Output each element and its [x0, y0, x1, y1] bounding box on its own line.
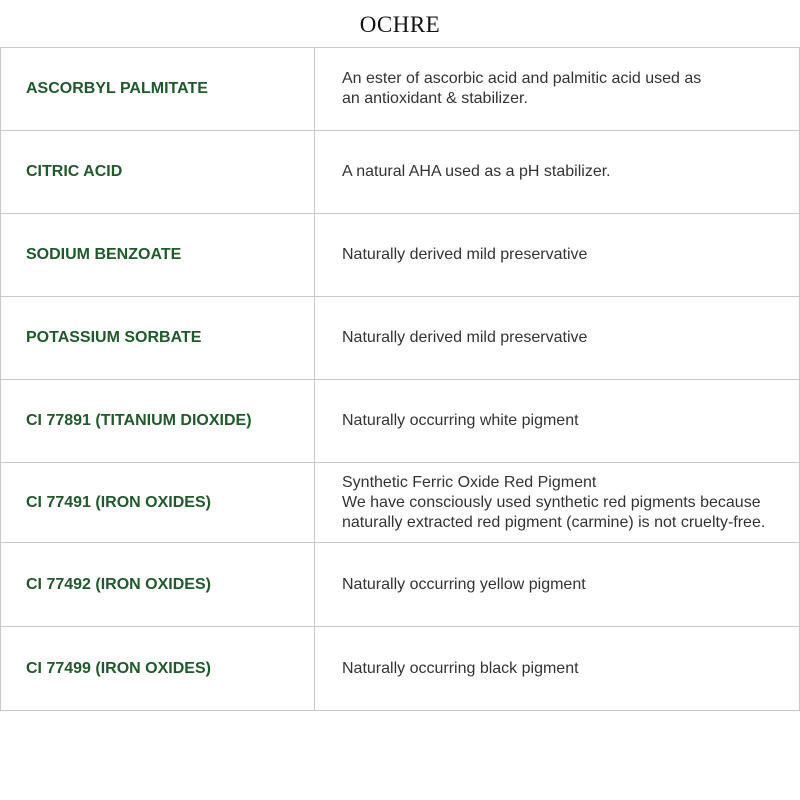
table-row	[1, 297, 800, 380]
ingredient-description	[315, 463, 800, 543]
ingredient-name: POTASSIUM SORBATE	[1, 297, 315, 380]
ingredient-description	[315, 380, 800, 463]
ingredient-name: CI 77891 (TITANIUM DIOXIDE)	[1, 380, 315, 463]
ingredient-name: CI 77499 (IRON OXIDES)	[1, 627, 315, 711]
ingredient-name: ASCORBYL PALMITATE	[1, 48, 315, 131]
ingredients-table	[0, 47, 800, 711]
ingredient-name: CI 77491 (IRON OXIDES)	[1, 463, 315, 543]
ingredient-description	[315, 297, 800, 380]
ingredient-description	[315, 543, 800, 627]
table-row	[1, 48, 800, 131]
ingredient-name: CITRIC ACID	[1, 131, 315, 214]
description-line: We have consciously used synthetic red pigments because	[342, 493, 761, 511]
description-line: A natural AHA used as a pH stabilizer.	[342, 163, 611, 180]
table-row	[1, 463, 800, 543]
description-line: Naturally occurring yellow pigment	[342, 575, 586, 593]
table-row	[1, 214, 800, 297]
description-line: An ester of ascorbic acid and palmitic acid used as	[342, 70, 702, 87]
description-line: Synthetic Ferric Oxide Red Pigment	[342, 473, 597, 491]
ingredient-description	[315, 131, 800, 214]
description-line: Naturally derived mild preservative	[342, 329, 588, 346]
table-row	[1, 627, 800, 711]
description-line: an antioxidant & stabilizer.	[342, 90, 528, 107]
description-line: Naturally occurring white pigment	[342, 412, 579, 429]
ingredient-description	[315, 627, 800, 711]
table-row	[1, 543, 800, 627]
table-row	[1, 131, 800, 214]
page-title: OCHRE	[359, 12, 441, 37]
ingredient-description	[315, 48, 800, 131]
description-line: Naturally derived mild preservative	[342, 246, 588, 263]
ingredient-name: SODIUM BENZOATE	[1, 214, 315, 297]
ingredient-name: CI 77492 (IRON OXIDES)	[1, 543, 315, 627]
description-line: Naturally occurring black pigment	[342, 659, 579, 677]
description-line: naturally extracted red pigment (carmine) is not cruelty-free.	[342, 513, 766, 531]
table-row	[1, 380, 800, 463]
ingredient-description	[315, 214, 800, 297]
